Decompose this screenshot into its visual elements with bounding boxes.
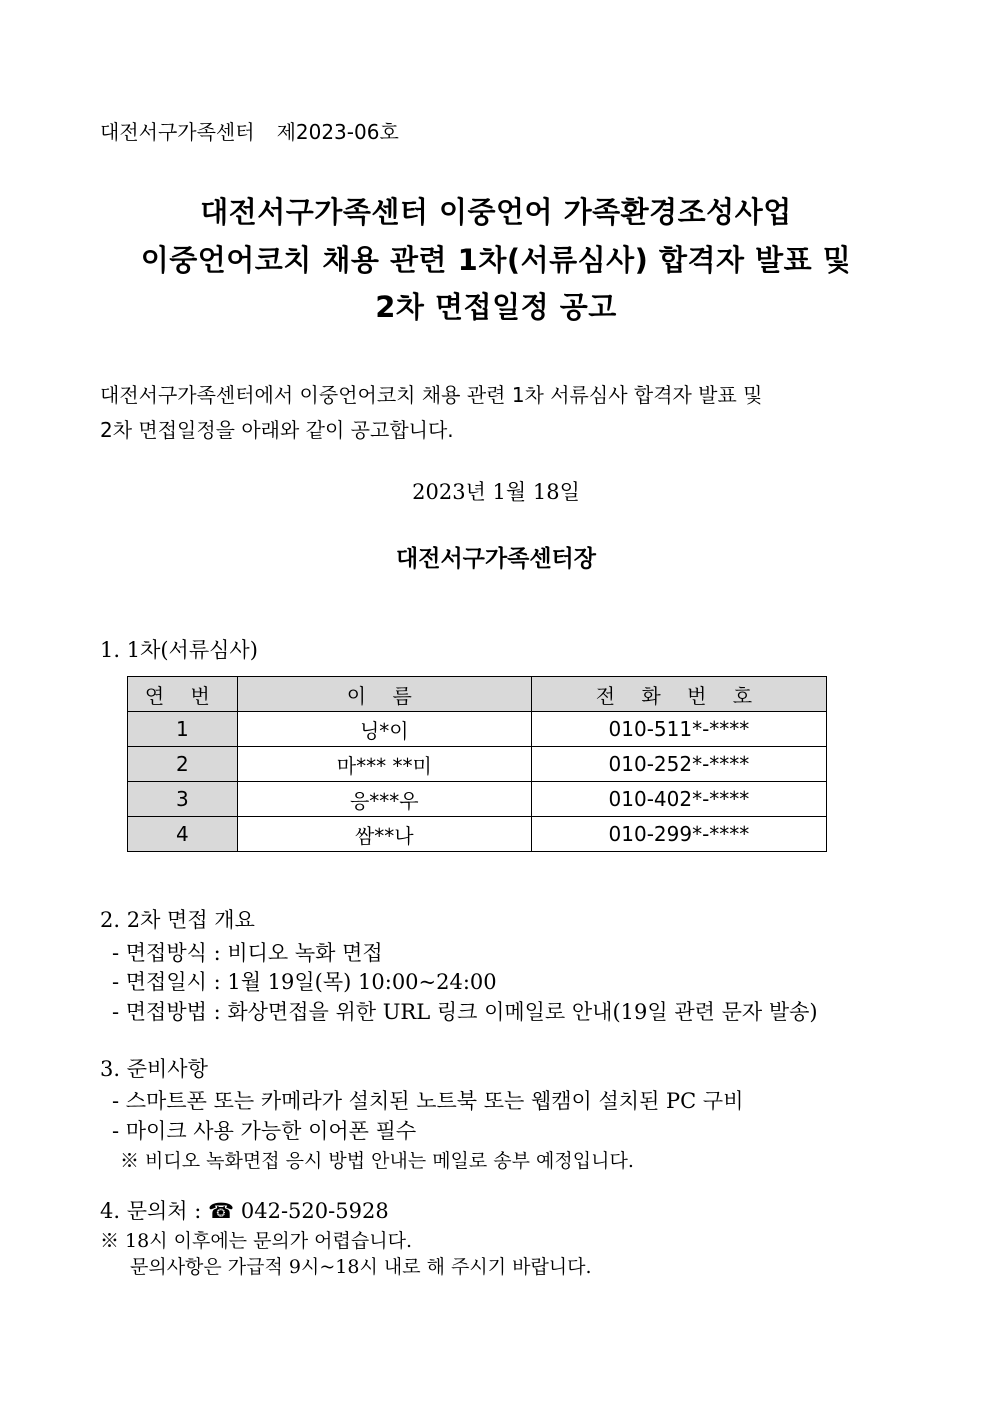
row-phone: 010-299*-****: [531, 817, 826, 852]
table-row: [128, 817, 827, 852]
section-2-heading: 2. 2차 면접 개요: [100, 908, 255, 932]
preparation-item-2: - 마이크 사용 가능한 이어폰 필수: [112, 1119, 417, 1143]
contact-label: 4. 문의처 :: [100, 1199, 202, 1223]
signer: 대전서구가족센터장: [396, 546, 596, 572]
section-3-heading: 3. 준비사항: [100, 1057, 208, 1081]
column-header-name: 이 름: [237, 677, 531, 712]
intro-line-2: 2차 면접일정을 아래와 같이 공고합니다.: [100, 418, 454, 442]
doc-number-value: 제2023-06호: [276, 120, 399, 144]
section-1-heading: 1. 1차(서류심사): [100, 638, 258, 662]
contact-note-1: ※ 18시 이후에는 문의가 어렵습니다.: [100, 1230, 412, 1252]
contact-phone: 042-520-5928: [240, 1199, 389, 1223]
intro-line-1: 대전서구가족센터에서 이중언어코치 채용 관련 1차 서류심사 합격자 발표 및: [100, 383, 763, 407]
row-name: 응***우: [237, 782, 531, 817]
row-name: 쌈**나: [237, 817, 531, 852]
interview-method: - 면접방법 : 화상면접을 위한 URL 링크 이메일로 안내(19일 관련 문자 발송): [112, 1000, 818, 1024]
row-name: 마*** **미: [237, 747, 531, 782]
row-name: 닝*이: [237, 712, 531, 747]
row-phone: 010-252*-****: [531, 747, 826, 782]
section-4-heading: [100, 1195, 389, 1225]
table-row: [128, 747, 827, 782]
row-phone: 010-402*-****: [531, 782, 826, 817]
row-number: 3: [128, 782, 238, 817]
row-number: 2: [128, 747, 238, 782]
row-number: 4: [128, 817, 238, 852]
document-number: [100, 116, 399, 145]
table-row: [128, 712, 827, 747]
applicants-table: [127, 676, 827, 852]
org-name: 대전서구가족센터: [100, 120, 255, 144]
intro-paragraph: [100, 378, 890, 448]
table-row: [128, 782, 827, 817]
interview-format: - 면접방식 : 비디오 녹화 면접: [112, 941, 383, 965]
column-header-phone: 전 화 번 호: [531, 677, 826, 712]
preparation-item-1: - 스마트폰 또는 카메라가 설치된 노트북 또는 웹캠이 설치된 PC 구비: [112, 1089, 744, 1113]
phone-icon: ☎: [208, 1199, 235, 1223]
table-header-row: [128, 677, 827, 712]
preparation-note: ※ 비디오 녹화면접 응시 방법 안내는 메일로 송부 예정입니다.: [120, 1150, 634, 1172]
announcement-date: 2023년 1월 18일: [412, 480, 580, 504]
contact-note-2: 문의사항은 가급적 9시~18시 내로 해 주시기 바랍니다.: [130, 1256, 592, 1278]
interview-datetime: - 면접일시 : 1월 19일(목) 10:00~24:00: [112, 970, 497, 994]
column-header-number: 연 번: [128, 677, 238, 712]
title-line-3: 2차 면접일정 공고: [375, 290, 617, 324]
row-number: 1: [128, 712, 238, 747]
row-phone: 010-511*-****: [531, 712, 826, 747]
title-line-1: 대전서구가족센터 이중언어 가족환경조성사업: [200, 195, 792, 229]
title-line-2: 이중언어코치 채용 관련 1차(서류심사) 합격자 발표 및: [140, 243, 852, 277]
